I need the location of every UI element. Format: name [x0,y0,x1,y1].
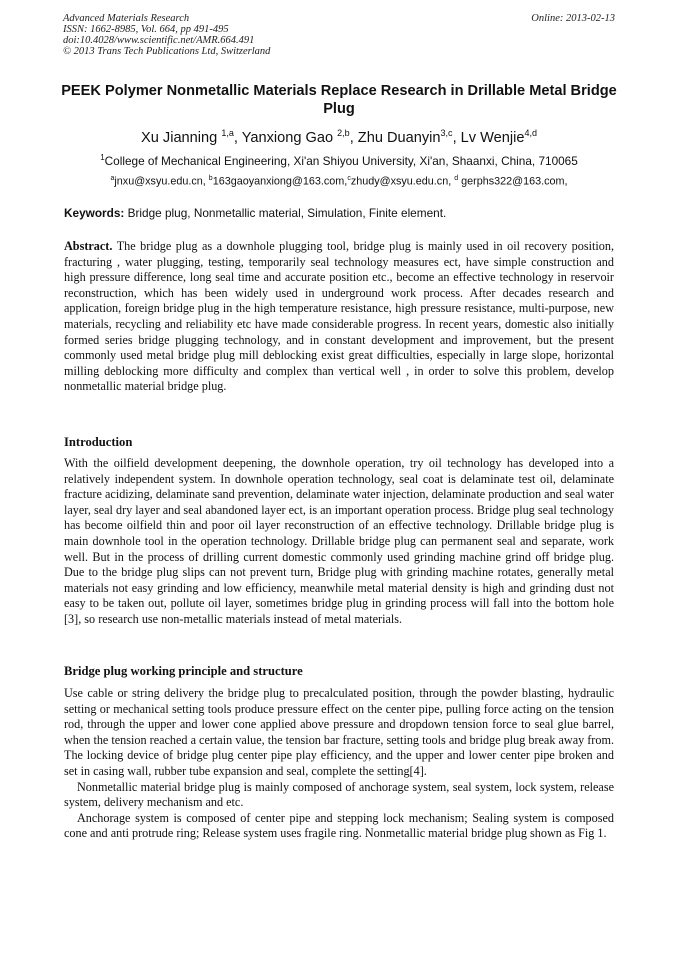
section-title-bridge-plug: Bridge plug working principle and structure [64,664,303,678]
email-marker: a [110,175,115,182]
introduction-paragraph: With the oilfield development deepening, the downhole operation, try oil technology has developed into a relatively independent system. In downhole operation technology, seal coat is delaminate test oil, delaminate fracture acidizing, delaminate sand prevention, delaminate water injection, delaminate production and seal water layer, seal dry layer and seal abandoned layer ect, is an important operation process. Bridge plug seal technology has become oilfield thin and poor oil layer reconstruction of an effective technology. Drillable bridge plug is main downhole tool in the operation technology. Drillable bridge plug can permanent seal and separate, work well. But in the process of drilling current domestic commonly used grinding machine grind off bridge plug. Due to the bridge plug slips can not prevent turn, Bridge plug with grinding machine rotates, generally metal materials not easy grinding and low efficiency, meanwhile metal material density is high and grinding dust not easy to be taken out, pollute oil layer, sometimes bridge plug in grinding process will fall into the bottom hole [3], so research use non-metallic materials instead of metal materials. [64,456,614,626]
bridge-plug-paragraph: Anchorage system is composed of center pipe and stepping lock mechanism; Sealing system is composed cone and anti protrude ring; Release system uses fragile ring. Nonmetallic material bridge plug shown as Fig 1. [64,810,614,841]
keywords [64,206,624,220]
journal-copyright: © 2013 Trans Tech Publications Ltd, Switzerland [63,46,271,57]
author-affil-marker: 2,b [337,128,350,138]
abstract-text: The bridge plug as a downhole plugging tool, bridge plug is mainly used in oil recovery position, fracturing , water plugging, testing, temporarily seal technology measures ect, have simple construction and high pressure difference, long seal time and accurate position etc., become an effective technology in reservoir reconstruction, which has been widely used in underground work process. After decades research and application, foreign bridge plug in the high temperature resistance, high pressure resistance, multi-purpose, new materials, recycling and reliability etc have made considerable progress. In recent years, domestic also initially formed series bridge plugging technology, and in constant development and improvement, but the present commonly used metal bridge plug mill deblocking exist great difficulties, especially in large slope, horizontal milling deblocking more difficulty and complex than vertical well , in order to solve this problem, develop nonmetallic material bridge plug. [64,239,614,394]
email-marker: c [347,175,351,182]
email-link[interactable]: gerphs322@163.com, [458,175,568,188]
email-link[interactable]: jnxu@xsyu.edu.cn, [114,175,209,188]
paper-title: PEEK Polymer Nonmetallic Materials Replace Research in Drillable Metal Bridge Plug [61,83,617,117]
author-affil-marker: 1,a [221,128,234,138]
journal-doi: doi:10.4028/www.scientific.net/AMR.664.491 [63,35,255,46]
section-title-introduction: Introduction [64,435,133,449]
email-marker: d [454,175,459,182]
author-name: Yanxiong Gao [241,129,338,146]
keywords-label: Keywords: [64,206,125,220]
author-name: Zhu Duanyin [357,129,441,146]
author-name: Xu Jianning [141,129,222,146]
bridge-plug-paragraph: Nonmetallic material bridge plug is mainly composed of anchorage system, seal system, lock system, release system, delivery mechanism and etc. [64,779,614,810]
bridge-plug-paragraph: Use cable or string delivery the bridge plug to precalculated position, through the powder blasting, hydraulic setting or mechanical setting tools produce pressure effect on the center pipe, pulling force acting on the tension rod, through the upper and lower cone applied above pressure and dropdown tension force to seal glue barrel, when the tension reached a certain value, the tension bar fracture, setting tools and bridge plug break away from. The locking device of bridge plug center pipe play efficiency, and the upper and lower center pipe broken and set in casing wall, rubber tube expansion and seal, complete the setting[4]. [64,686,614,778]
keywords-text: Bridge plug, Nonmetallic material, Simulation, Finite element. [124,206,447,220]
author-affil-marker: 4,d [524,128,537,138]
abstract-label: Abstract. [64,239,113,253]
journal-name: Advanced Materials Research [63,13,190,24]
abstract [64,239,614,395]
bridge-plug-section-body [64,686,614,842]
email-list [40,172,638,189]
author-name: Lv Wenjie [460,129,525,146]
journal-issn: ISSN: 1662-8985, Vol. 664, pp 491-495 [63,24,229,35]
email-marker: b [208,175,213,182]
email-link[interactable]: zhudy@xsyu.edu.cn, [350,175,455,188]
online-date: Online: 2013-02-13 [531,13,615,24]
affiliation-text: College of Mechanical Engineering, Xi'an Shiyou University, Xi'an, Shaanxi, China, 710065 [104,153,578,168]
affiliation-marker: 1 [100,153,105,162]
journal-header [63,13,615,57]
author-list: Xu Jianning $^{1,a}$, Yanxiong Gao $^{2,b}$, Zhu Duanyin$^{3,c}$, Lv Wenjie$^{4,d}$ [141,128,537,146]
author-affil-marker: 3,c [440,128,453,138]
affiliation [40,151,638,168]
email-link[interactable]: 163gaoyanxiong@163.com, [212,175,348,188]
